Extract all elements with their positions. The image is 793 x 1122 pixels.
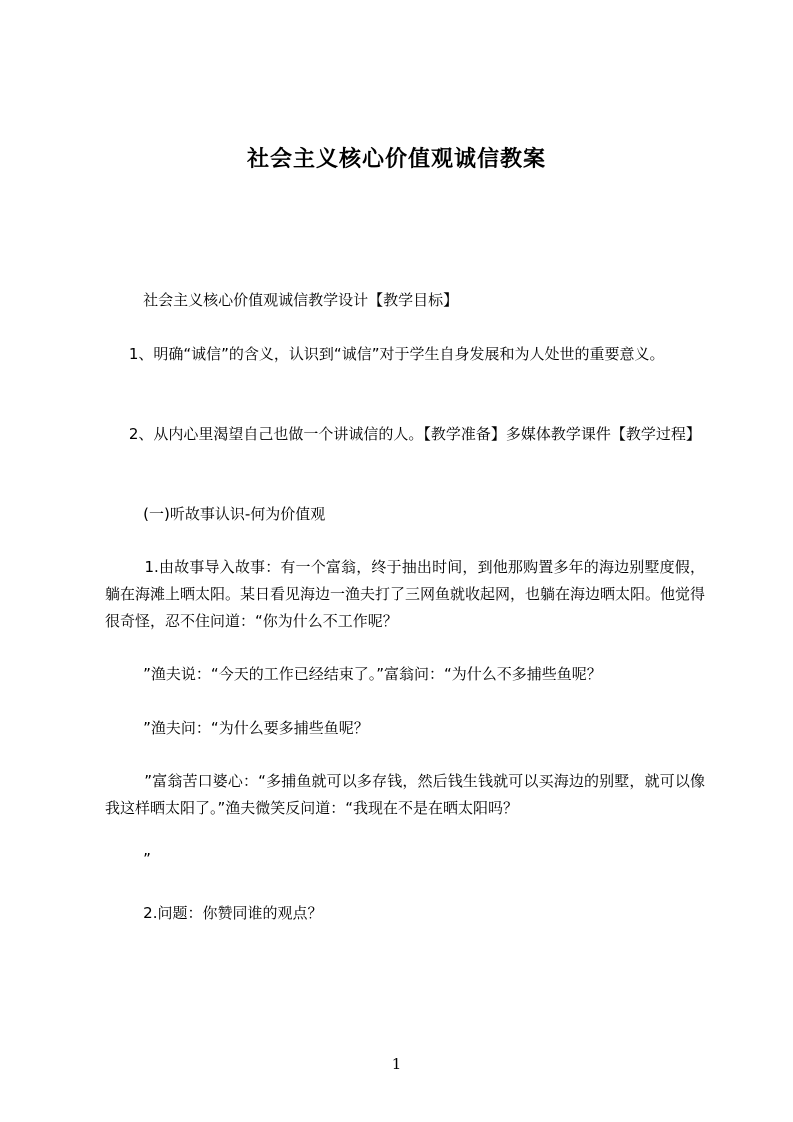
paragraph-story: 1.由故事导入故事：有一个富翁，终于抽出时间，到他那购置多年的海边别墅度假，躺在海滩上晒太阳。某日看见海边一渔夫打了三网鱼就收起网，也躺在海边晒太阳。他觉得很奇怪，忍不住问道：“你为什么不工作呢？: [105, 558, 706, 630]
paragraph-dialogue-3: ”富翁苦口婆心：“多捕鱼就可以多存钱，然后钱生钱就可以买海边的别墅，就可以像我这样晒太阳了。”渔夫微笑反问道：“我现在不是在晒太阳吗？: [105, 772, 705, 817]
paragraph-goal-2: 2、从内心里渴望自己也做一个讲诚信的人。【教学准备】多媒体教学课件【教学过程】: [105, 425, 701, 443]
paragraph-dialogue-2: ”渔夫问：“为什么要多捕些鱼呢？: [105, 719, 369, 737]
paragraph-dialogue-1: ”渔夫说：“今天的工作已经结束了。”富翁问：“为什么不多捕些鱼呢？: [105, 665, 602, 683]
paragraph-goal-1: 1、明确“诚信”的含义，认识到“诚信”对于学生自身发展和为人处世的重要意义。: [105, 345, 665, 363]
page-number: 1: [391, 1055, 402, 1073]
paragraph-intro: 社会主义核心价值观诚信教学设计【教学目标】: [105, 291, 459, 309]
document-title: 社会主义核心价值观诚信教案: [246, 147, 546, 172]
paragraph-closing-quote: ”: [105, 850, 151, 868]
paragraph-question: 2.问题：你赞同谁的观点？: [105, 904, 323, 922]
paragraph-section-1: (一)听故事认识-何为价值观: [105, 505, 326, 523]
